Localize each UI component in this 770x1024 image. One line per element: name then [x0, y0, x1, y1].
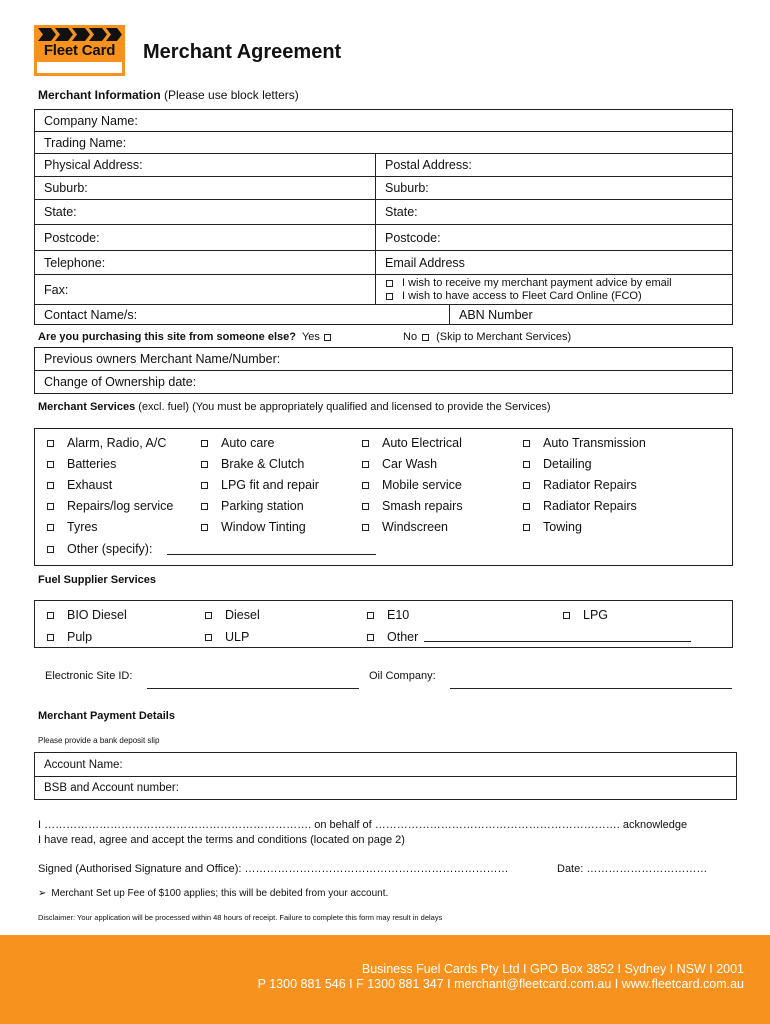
service-label: Detailing	[543, 457, 592, 471]
service-label: Radiator Repairs	[543, 478, 637, 492]
signed-line[interactable]: Signed (Authorised Signature and Office): ………………………………………………………………	[38, 863, 509, 875]
logo-band	[37, 62, 122, 73]
trading-name-row[interactable]	[35, 132, 732, 154]
service-option[interactable]	[201, 436, 275, 450]
service-option[interactable]	[201, 499, 304, 513]
telephone-label: Telephone:	[44, 255, 106, 270]
page-title: Merchant Agreement	[143, 41, 342, 63]
service-option[interactable]	[523, 457, 592, 471]
checkbox-icon[interactable]	[523, 503, 530, 510]
oil-company-line[interactable]	[450, 688, 732, 689]
skip-note: (Skip to Merchant Services)	[436, 331, 572, 343]
payment-table	[34, 752, 737, 800]
account-name-label: Account Name:	[44, 758, 123, 771]
service-option[interactable]	[47, 436, 166, 450]
fuel-other-label: Other	[387, 630, 419, 644]
state-field[interactable]	[35, 200, 375, 224]
fee-text: Merchant Set up Fee of $100 applies; this will be debited from your account.	[51, 888, 389, 899]
postal-postcode-label: Postcode:	[385, 230, 441, 245]
logo-text: Fleet Card	[43, 42, 116, 59]
service-option[interactable]	[362, 478, 462, 492]
checkbox-icon[interactable]	[523, 524, 530, 531]
suburb-label: Suburb:	[44, 181, 88, 195]
postal-state-label: State:	[385, 205, 418, 219]
account-name-field[interactable]	[35, 753, 736, 777]
suburb-field[interactable]	[35, 177, 375, 199]
option-payment-advice[interactable]	[380, 277, 672, 290]
checkbox-icon[interactable]	[367, 612, 374, 619]
footer-contact: P 1300 881 546 I F 1300 881 347 I merchant@fleetcard.com.au I www.fleetcard.com.au	[257, 977, 744, 991]
fuel-option[interactable]	[47, 608, 127, 622]
company-name-row[interactable]	[35, 110, 732, 132]
other-specify-label: Other (specify):	[67, 542, 153, 556]
service-label: Batteries	[67, 457, 117, 471]
fuel-services-heading: Fuel Supplier Services	[38, 574, 156, 586]
no-checkbox[interactable]	[422, 334, 429, 341]
merchant-services-box	[34, 428, 733, 566]
service-label: Mobile service	[382, 478, 462, 492]
other-specify-option[interactable]	[47, 542, 152, 556]
previous-owners-label: Previous owners Merchant Name/Number:	[44, 352, 281, 366]
no-option	[403, 331, 571, 343]
disclaimer: Disclaimer: Your application will be processed within 48 hours of receipt. Failure to complete this form may result in delays	[38, 913, 443, 922]
fuel-option[interactable]	[367, 608, 409, 622]
checkbox-icon[interactable]	[523, 440, 530, 447]
option-fco[interactable]	[380, 290, 642, 303]
checkbox-icon[interactable]	[47, 440, 54, 447]
fax-field[interactable]	[35, 275, 375, 304]
service-label: Auto care	[221, 436, 275, 450]
payment-heading: Merchant Payment Details	[38, 710, 175, 722]
postal-postcode-field[interactable]	[376, 225, 441, 250]
ownership-question: Are you purchasing this site from someone else?	[38, 331, 296, 343]
checkbox-icon[interactable]	[205, 634, 212, 641]
checkbox-icon[interactable]	[386, 280, 393, 287]
change-date-field[interactable]	[35, 371, 732, 393]
service-label: Alarm, Radio, A/C	[67, 436, 167, 450]
email-options	[376, 275, 672, 304]
postcode-label: Postcode:	[44, 230, 100, 245]
arrow-bullet-icon: ➢	[38, 888, 47, 899]
suburb-row	[35, 177, 732, 200]
service-label: Parking station	[221, 499, 304, 513]
address-row	[35, 154, 732, 177]
service-option[interactable]	[47, 499, 173, 513]
service-label: Exhaust	[67, 478, 113, 492]
fuel-label: Pulp	[67, 630, 93, 644]
checkbox-icon[interactable]	[563, 612, 570, 619]
fleet-card-logo	[34, 25, 125, 76]
service-label: Repairs/log service	[67, 499, 174, 513]
footer-band	[0, 935, 770, 1024]
fuel-option[interactable]	[205, 630, 249, 644]
ownership-question-line	[38, 331, 331, 343]
fuel-option[interactable]	[563, 608, 608, 622]
checkbox-icon[interactable]	[362, 503, 369, 510]
fuel-label: LPG	[583, 608, 609, 622]
terms-line: I have read, agree and accept the terms and conditions (located on page 2)	[38, 834, 405, 846]
contact-names-field[interactable]	[35, 305, 449, 324]
service-label: Auto Electrical	[382, 436, 462, 450]
fax-row	[35, 275, 732, 305]
fuel-label: ULP	[225, 630, 250, 644]
checkbox-icon[interactable]	[523, 482, 530, 489]
abn-number-label: ABN Number	[459, 307, 533, 322]
checkbox-icon[interactable]	[47, 546, 54, 553]
merchant-info-heading-note: (Please use block letters)	[164, 88, 299, 102]
previous-owners-field[interactable]	[35, 348, 732, 371]
telephone-field[interactable]	[35, 251, 375, 274]
contact-names-label: Contact Name/s:	[44, 307, 138, 322]
checkbox-icon[interactable]	[205, 612, 212, 619]
checkbox-icon[interactable]	[201, 482, 208, 489]
service-label: Radiator Repairs	[543, 499, 637, 513]
merchant-services-heading-note: (excl. fuel) (You must be appropriately qualified and licensed to provide the Services)	[138, 401, 551, 413]
fuel-option[interactable]	[47, 630, 92, 644]
telephone-row	[35, 251, 732, 275]
checkbox-icon[interactable]	[47, 634, 54, 641]
merchant-info-table	[34, 109, 733, 325]
fuel-services-box	[34, 600, 733, 648]
fuel-other-option[interactable]	[367, 630, 418, 644]
payment-note: Please provide a bank deposit slip	[38, 736, 160, 745]
fuel-label: BIO Diesel	[67, 608, 127, 622]
checkbox-icon[interactable]	[362, 461, 369, 468]
checkbox-icon[interactable]	[523, 461, 530, 468]
state-label: State:	[44, 205, 77, 219]
acknowledge-line: I ………………………………………………………………. on behalf of …………………………………………………………. acknowledge	[38, 819, 688, 831]
yes-checkbox[interactable]	[324, 334, 331, 341]
service-option[interactable]	[47, 478, 112, 492]
ownership-table	[34, 347, 733, 394]
abn-number-field[interactable]	[450, 305, 533, 324]
fuel-other-line[interactable]	[424, 641, 691, 642]
logo-arrows-icon	[38, 28, 122, 41]
no-label: No	[403, 331, 418, 343]
merchant-info-heading	[38, 88, 299, 102]
state-row	[35, 200, 732, 225]
service-option[interactable]	[523, 520, 582, 534]
service-option[interactable]	[47, 457, 116, 471]
merchant-services-heading	[38, 401, 551, 413]
physical-address-label: Physical Address:	[44, 158, 143, 172]
checkbox-icon[interactable]	[47, 503, 54, 510]
bsb-account-field[interactable]	[35, 777, 736, 799]
physical-address-field[interactable]	[35, 154, 375, 176]
email-address-label: Email Address	[385, 255, 465, 270]
checkbox-icon[interactable]	[201, 524, 208, 531]
trading-name-label: Trading Name:	[44, 135, 127, 150]
contact-row	[35, 305, 732, 324]
checkbox-icon[interactable]	[201, 440, 208, 447]
service-option[interactable]	[362, 499, 463, 513]
service-option[interactable]	[523, 499, 637, 513]
postal-state-field[interactable]	[376, 200, 418, 224]
checkbox-icon[interactable]	[47, 482, 54, 489]
service-label: LPG fit and repair	[221, 478, 319, 492]
change-date-label: Change of Ownership date:	[44, 375, 197, 389]
option-fco-label: I wish to have access to Fleet Card Online (FCO)	[402, 289, 642, 302]
merchant-services-heading-bold: Merchant Services	[38, 401, 136, 413]
checkbox-icon[interactable]	[367, 634, 374, 641]
service-label: Towing	[543, 520, 582, 534]
company-name-label: Company Name:	[44, 113, 138, 128]
email-address-field[interactable]	[376, 251, 465, 274]
merchant-info-heading-bold: Merchant Information	[38, 88, 161, 102]
fee-note	[38, 888, 388, 899]
service-label: Tyres	[67, 520, 98, 534]
postal-address-label: Postal Address:	[385, 158, 472, 172]
bsb-account-label: BSB and Account number:	[44, 782, 179, 794]
checkbox-icon[interactable]	[362, 482, 369, 489]
oil-company-label: Oil Company:	[369, 670, 436, 682]
electronic-site-id-label: Electronic Site ID:	[45, 670, 133, 682]
postcode-field[interactable]	[35, 225, 375, 250]
service-option[interactable]	[47, 520, 98, 534]
footer-address: Business Fuel Cards Pty Ltd I GPO Box 3852 I Sydney I NSW I 2001	[361, 962, 744, 976]
fuel-label: E10	[387, 608, 410, 622]
yes-label: Yes	[301, 331, 320, 343]
other-specify-line[interactable]	[167, 554, 376, 555]
service-label: Brake & Clutch	[221, 457, 305, 471]
checkbox-icon[interactable]	[386, 293, 393, 300]
service-option[interactable]	[523, 436, 646, 450]
checkbox-icon[interactable]	[201, 461, 208, 468]
service-option[interactable]	[523, 478, 637, 492]
date-line[interactable]: Date: ……………………………	[557, 863, 708, 875]
service-label: Car Wash	[382, 457, 438, 471]
postal-address-field[interactable]	[376, 154, 472, 176]
service-option[interactable]	[362, 436, 462, 450]
service-option[interactable]	[362, 520, 448, 534]
option-payment-advice-label: I wish to receive my merchant payment advice by email	[402, 276, 672, 289]
fuel-label: Diesel	[225, 608, 260, 622]
postal-suburb-field[interactable]	[376, 177, 429, 199]
checkbox-icon[interactable]	[47, 612, 54, 619]
service-label: Windscreen	[382, 520, 448, 534]
fax-label: Fax:	[44, 282, 69, 297]
service-option[interactable]	[201, 457, 304, 471]
checkbox-icon[interactable]	[47, 461, 54, 468]
service-option[interactable]	[362, 457, 437, 471]
postcode-row	[35, 225, 732, 251]
service-option[interactable]	[201, 520, 306, 534]
postal-suburb-label: Suburb:	[385, 181, 429, 195]
service-label: Window Tinting	[221, 520, 306, 534]
checkbox-icon[interactable]	[47, 524, 54, 531]
checkbox-icon[interactable]	[362, 440, 369, 447]
electronic-site-id-line[interactable]	[147, 688, 359, 689]
checkbox-icon[interactable]	[201, 503, 208, 510]
service-label: Auto Transmission	[543, 436, 646, 450]
checkbox-icon[interactable]	[362, 524, 369, 531]
service-label: Smash repairs	[382, 499, 463, 513]
fuel-option[interactable]	[205, 608, 260, 622]
service-option[interactable]	[201, 478, 319, 492]
